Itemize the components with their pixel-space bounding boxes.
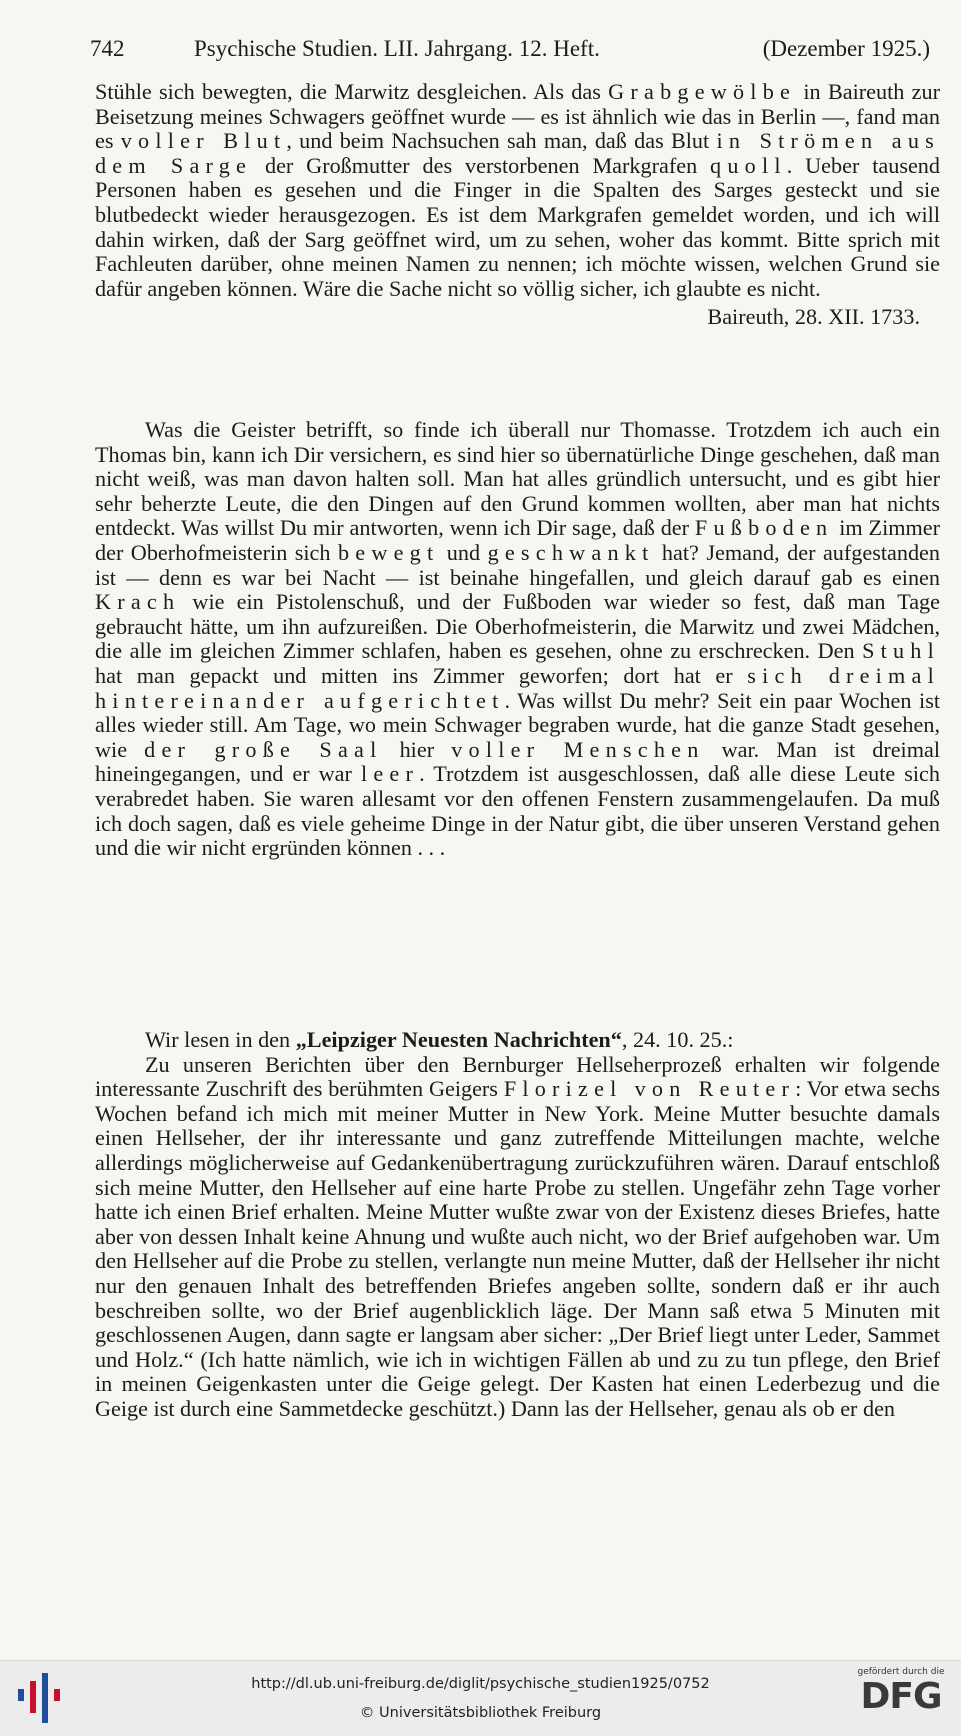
letter-dateline: Baireuth, 28. XII. 1733. (707, 304, 920, 330)
spaced-emphasis: Fußboden (694, 515, 834, 541)
funding-label: gefördert durch die (857, 1667, 945, 1677)
running-header (90, 36, 930, 68)
letter-paragraph (95, 418, 940, 861)
newspaper-name: „Leipziger Neuesten Nachrichten“ (295, 1027, 622, 1052)
page-number: 742 (90, 36, 125, 61)
spaced-emphasis: bewegt (337, 539, 440, 565)
source-line: Wir lesen in den „Leipziger Neuesten Nachrichten“, 24. 10. 25.: (145, 1027, 734, 1052)
spaced-emphasis: leer (360, 761, 420, 787)
digitization-footer (0, 1660, 961, 1736)
paragraph: Was die Geister betrifft, so finde ich überall nur Thomasse. Trotzdem ich auch ein Thomas bin, kann ich Dir versichern, es sind hier so übernatürliche Dinge geschehen, daß man nicht weiß, was man davon halten soll. Man hat alles gründlich untersucht, und es gibt hier sehr beherzte Leute, die den Dingen auf den Grund kommen wollten, aber man hat nichts entdeckt. Was willst Du mir antworten, wenn ich Dir sage, daß der Fußboden im Zimmer der Oberhofmeisterin sich bewegt und geschwankt hat? Jemand, der aufgestanden ist — denn es war bei Nacht — ist beinahe hingefallen, und gleich darauf gab es einen Krach wie ein Pistolenschuß, und der Fußboden war wieder so fest, daß man Tage gebraucht hätte, um ihn aufzureißen. Die Oberhofmeisterin, die Marwitz und zwei Mädchen, die alle im gleichen Zimmer schlafen, haben es gesehen, ohne zu erschrecken. Den Stuhl hat man gepackt und mitten ins Zimmer geworfen; dort hat er sich dreimal hintereinander aufgerichtet. Was willst Du mehr? Seit ein paar Wochen ist alles wieder still. Am Tage, wo mein Schwager begraben wurde, hat die ganze Stadt gesehen, wie der große Saal hier voller Menschen war. Man ist dreimal hineingegangen, und er war leer. Trotzdem ist ausgeschlossen, daß alle diese Leute sich verabredet haben. Sie waren allesamt vor den offenen Fenstern zusammengelaufen. Da muß ich doch sagen, daß es viele geheime Dinge in der Natur gibt, die über unseren Verstand gehen und die wir nicht ergründen können . . . (95, 417, 940, 861)
permalink-url[interactable]: http://dl.ub.uni-freiburg.de/diglit/psychische_studien1925/0752 (251, 1676, 710, 1692)
funding-logo (851, 1667, 951, 1717)
journal-title: Psychische Studien. LII. Jahrgang. 12. Heft. (194, 36, 600, 61)
paragraph: Stühle sich bewegten, die Marwitz desgleichen. Als das Grabgewölbe in Baireuth zur Beisetzung meines Schwagers geöffnet wurde — es ist ähnlich wie das in Berlin —, fand man es voller Blut, und beim Nachsuchen sah man, daß das Blut in Strömen aus dem Sarge der Großmutter des verstorbenen Markgrafen quoll. Ueber tausend Personen haben es gesehen und die Finger in die Spalten des Sarges gesteckt und sie blutbedeckt wieder herausgezogen. Es ist dem Markgrafen gemeldet worden, und ich will dahin wirken, daß der Sarg geöffnet wird, um zu sehen, woher das kommt. Bitte sprich mit Fachleuten darüber, ohne meinen Namen zu nennen; ich möchte wissen, welchen Grund sie dafür angeben können. Wäre die Sache nicht so völlig sicher, ich glaubte es nicht. (95, 79, 940, 301)
spaced-emphasis: voller Blut (120, 128, 287, 154)
newspaper-excerpt (95, 1028, 940, 1422)
spaced-emphasis: Florizel von Reuter (503, 1076, 796, 1102)
spaced-emphasis: quoll (710, 152, 787, 178)
dfg-logo: DFG (860, 1676, 942, 1717)
spaced-emphasis: Grabgewölbe (608, 79, 797, 104)
letter-continuation (95, 80, 940, 330)
paragraph: Zu unseren Berichten über den Bernburger Hellseherprozeß erhalten wir folgende interessante Zuschrift des berühmten Geigers Florizel von Reuter: Vor etwa sechs Wochen befand ich mich mit meiner Mutter in New York. Meine Mutter besuchte damals einen Hellseher, der ihr interessante und ganz zutreffende Mitteilungen machte, welche allerdings möglicherweise auf Gedankenübertragung zurückzuführen wären. Darauf entschloß sich meine Mutter, den Hellseher auf eine harte Probe zu stellen. Ungefähr zehn Tage vorher hatte ich einen Brief erhalten. Meine Mutter wußte zwar von der Existenz dieses Briefes, hatte aber von dessen Inhalt keine Ahnung und wußte auch nicht, wo der Brief aufgehoben war. Um den Hellseher auf die Probe zu stellen, verlangte nun meine Mutter, daß der Hellseher ihr nicht nur den genauen Inhalt des betreffenden Briefes angeben sollte, sondern daß er ihr auch beschreiben sollte, wo der Brief augenblicklich läge. Der Mann saß etwa 5 Minuten mit geschlossenen Augen, dann sagte er langsam aber sicher: „Der Brief liegt unter Leder, Sammet und Holz.“ (Ich hatte nämlich, wie ich in wichtigen Fällen ab und zu zu tun pflege, den Brief in meinen Geigenkasten unter die Geige gelegt. Der Kasten hat einen Lederbezug und die Geige ist durch eine Sammetdecke geschützt.) Dann las der Hellseher, genau als ob er den (95, 1051, 940, 1421)
spaced-emphasis: sich dreimal hintereinander aufgerichtet (95, 662, 940, 713)
spaced-emphasis: Stuhl (862, 638, 940, 664)
spaced-emphasis: voller Menschen (451, 736, 705, 762)
issue-date: (Dezember 1925.) (762, 36, 930, 61)
spaced-emphasis: der große Saal (144, 736, 383, 762)
spaced-emphasis: in Strömen aus dem Sarge (95, 128, 940, 178)
spaced-emphasis: Krach (95, 589, 181, 615)
spaced-emphasis: geschwankt (487, 539, 655, 565)
copyright-notice: © Universitätsbibliothek Freiburg (359, 1705, 602, 1721)
